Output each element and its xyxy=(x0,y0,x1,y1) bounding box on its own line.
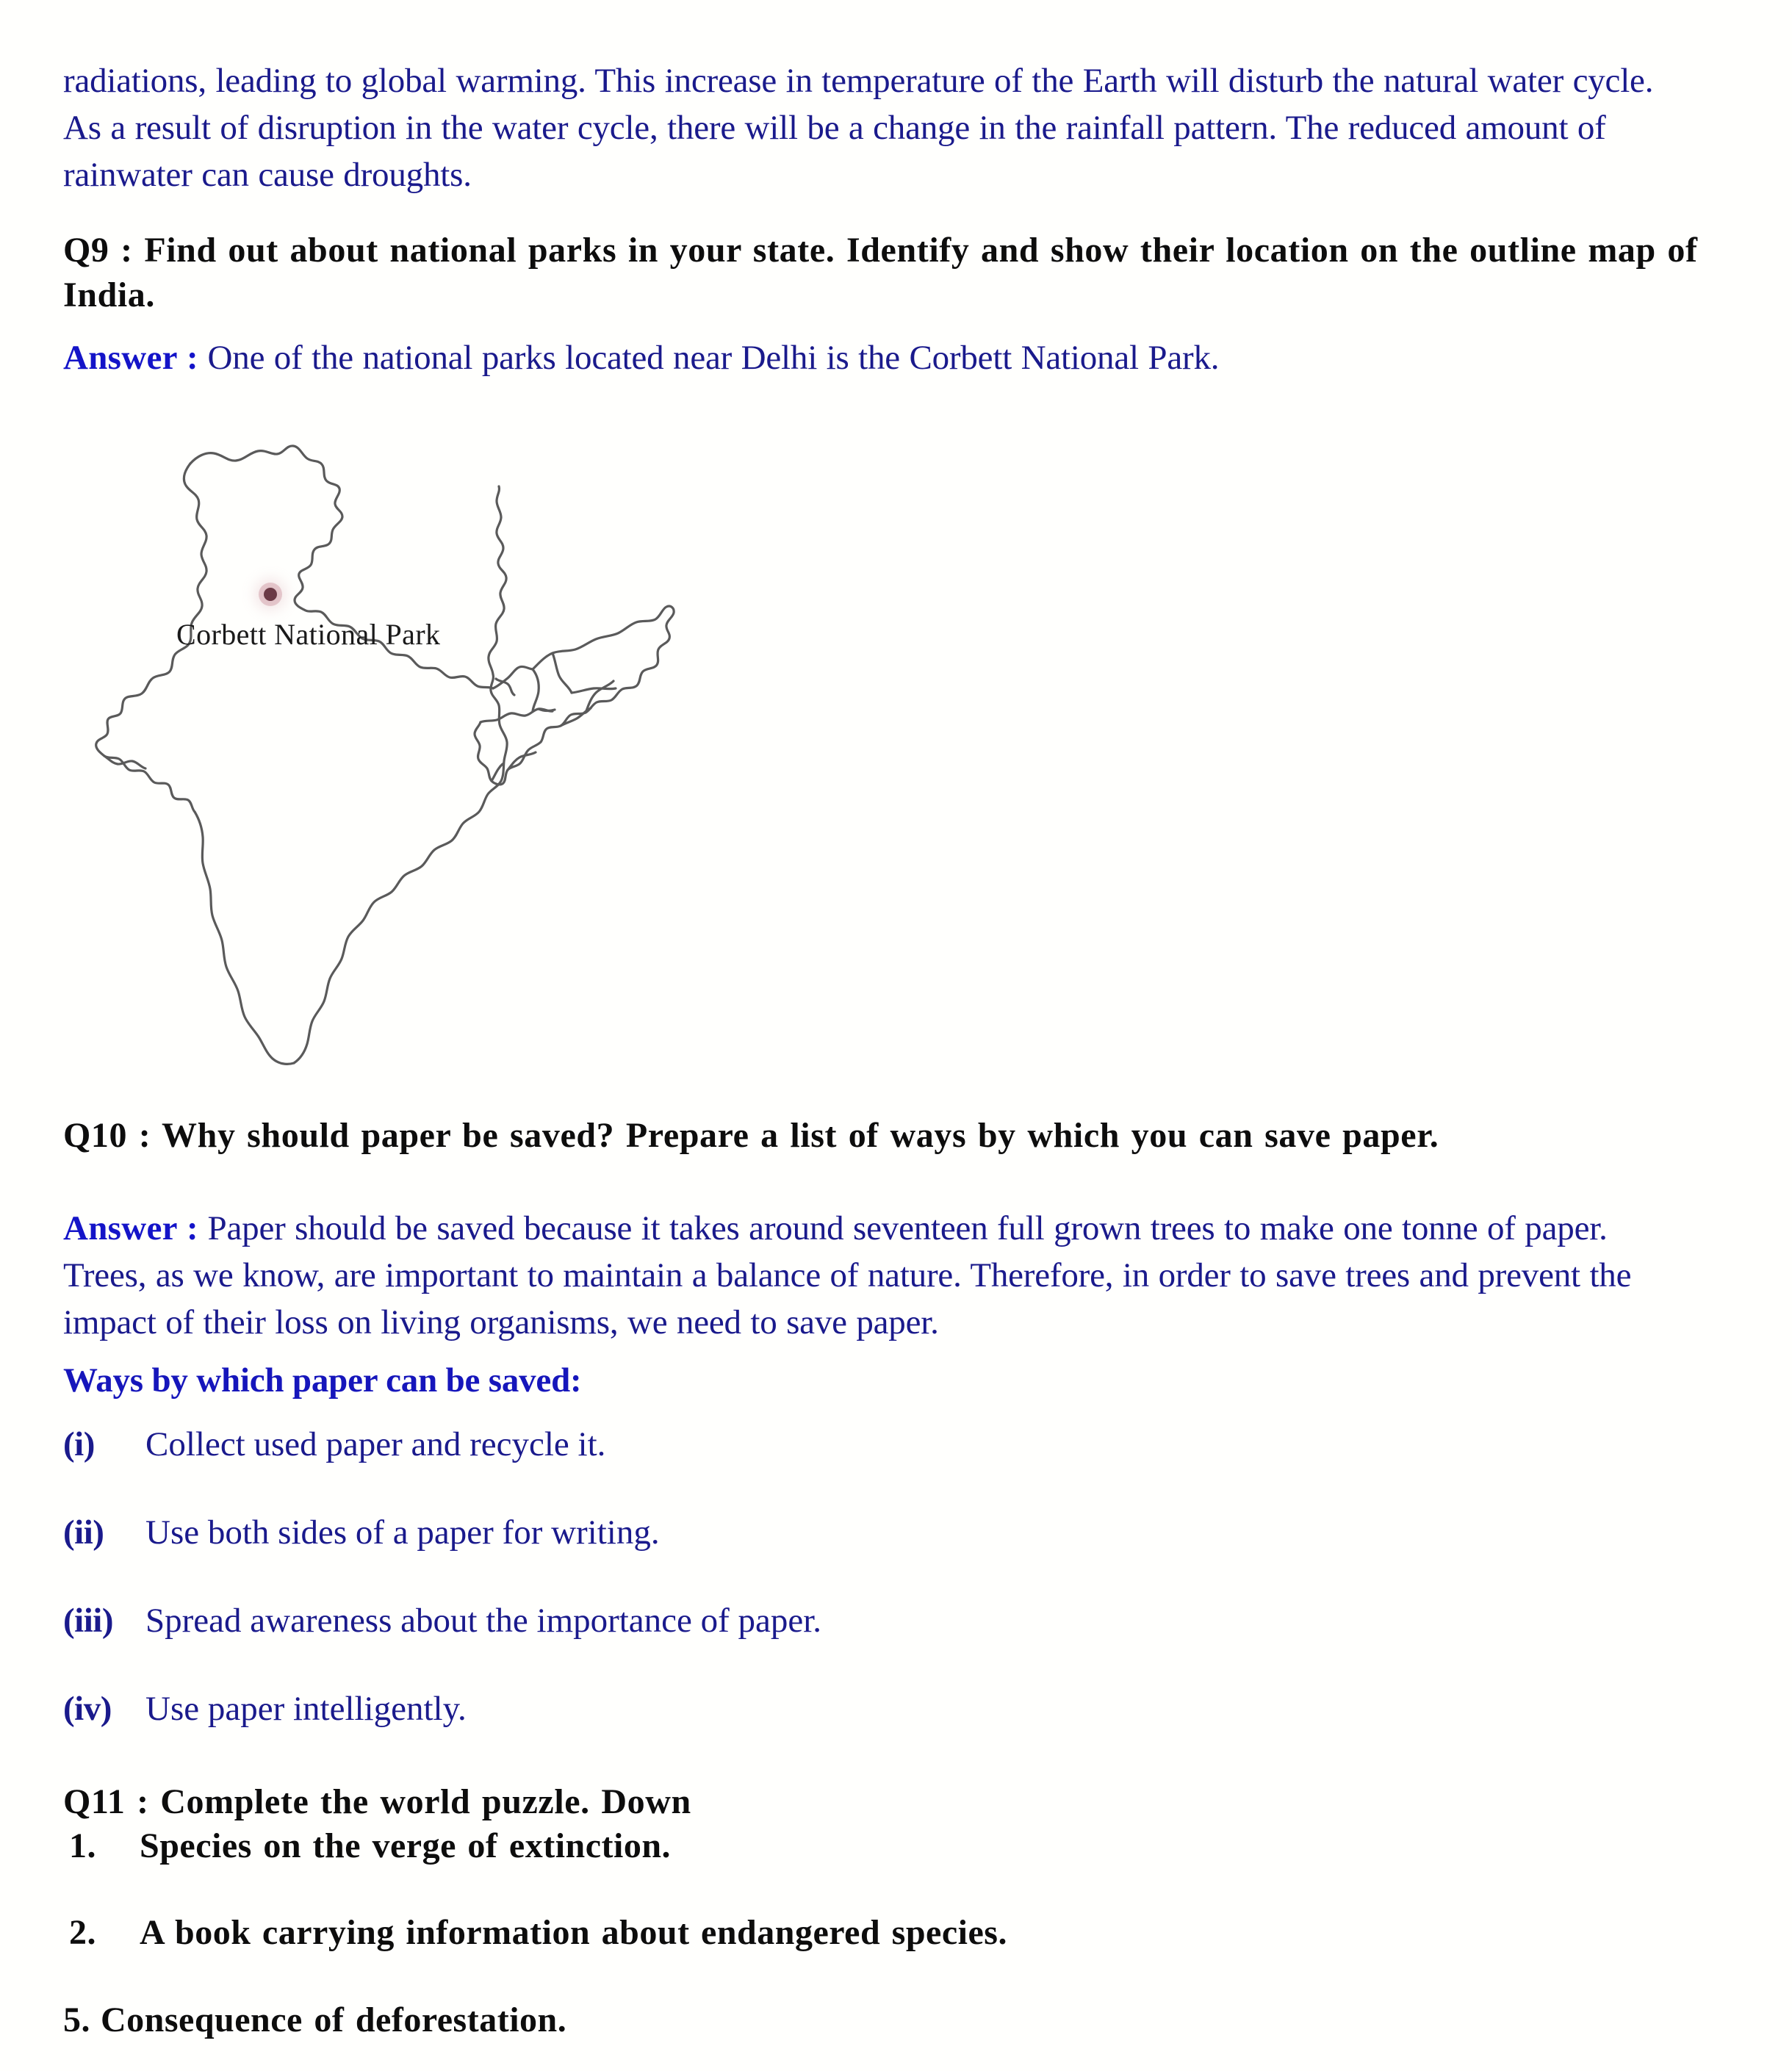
list-item-marker: 5. xyxy=(63,2000,90,2039)
list-item xyxy=(63,1824,1680,1868)
map-path-ne-internal-5 xyxy=(561,708,591,726)
intro-paragraph: radiations, leading to global warming. This increase in temperature of the Earth will disturb the natural water cycle. As a result of disruption in the water cycle, there will be a change in the rainfall pattern. The reduced amount of rainwater can cause droughts. xyxy=(63,62,1654,194)
list-item xyxy=(63,1687,1680,1731)
question-9-answer xyxy=(63,334,1687,381)
map-path-northeast-outer xyxy=(533,606,674,742)
question-10-heading: Q10 : Why should paper be saved? Prepare a list of ways by which you can save paper. xyxy=(63,1116,1439,1155)
answer-label: Answer : xyxy=(63,1209,198,1247)
map-path-bangladesh-edge xyxy=(496,679,514,695)
answer-text: One of the national parks located near Delhi is the Corbett National Park. xyxy=(198,339,1220,377)
list-item xyxy=(63,1422,1680,1466)
map-path-ne-internal-3 xyxy=(572,688,616,693)
corbett-national-park-marker xyxy=(264,588,277,601)
list-item-marker: (iv) xyxy=(63,1690,112,1728)
india-outline-map-svg xyxy=(94,420,676,1067)
ways-to-save-paper-heading: Ways by which paper can be saved: xyxy=(63,1361,582,1400)
list-item-marker: 1. xyxy=(69,1826,96,1865)
corbett-national-park-label: Corbett National Park xyxy=(176,618,441,651)
question-10-answer xyxy=(63,1205,1687,1346)
question-9-heading: Q9 : Find out about national parks in your state. Identify and show their location on the outline map of India. xyxy=(63,231,1698,314)
map-path-bengal-border xyxy=(489,517,506,674)
list-item-label: Use paper intelligently. xyxy=(145,1690,467,1728)
map-path-siliguri-corridor xyxy=(493,666,533,688)
list-item-marker: (ii) xyxy=(63,1513,104,1552)
list-item xyxy=(63,1911,1680,1955)
list-item-marker: 2. xyxy=(69,1913,96,1952)
list-item xyxy=(63,1998,1680,2042)
map-path-north-border xyxy=(190,446,493,688)
list-item-label: Consequence of deforestation. xyxy=(101,2000,567,2039)
map-path-ne-internal-2 xyxy=(553,653,572,693)
list-item-label: Species on the verge of extinction. xyxy=(140,1826,672,1865)
list-item-marker: (iii) xyxy=(63,1602,113,1640)
map-path-west-coast-south xyxy=(195,812,294,1064)
answer-text: Paper should be saved because it takes around seventeen full grown trees to make one tonne of paper. Trees, as we know, are important to maintain a balance of nature. Therefore, in order to save trees and prevent the impact of their loss on living organisms, we need to save paper. xyxy=(63,1209,1632,1341)
question-11-heading: Q11 : Complete the world puzzle. Down xyxy=(63,1782,691,1821)
list-item-label: Use both sides of a paper for writing. xyxy=(145,1513,660,1552)
list-item-label: Collect used paper and recycle it. xyxy=(145,1425,606,1463)
india-outline-map-figure xyxy=(94,420,676,1067)
list-item-label: Spread awareness about the importance of paper. xyxy=(145,1602,822,1640)
list-item-label: A book carrying information about endangered species. xyxy=(140,1913,1007,1952)
map-path-ne-internal-1 xyxy=(533,669,539,711)
list-item-marker: (i) xyxy=(63,1425,95,1463)
map-path-bengal-upper xyxy=(497,486,501,517)
list-item xyxy=(63,1510,1680,1555)
answer-label: Answer : xyxy=(63,339,198,377)
list-item xyxy=(63,1599,1680,1643)
